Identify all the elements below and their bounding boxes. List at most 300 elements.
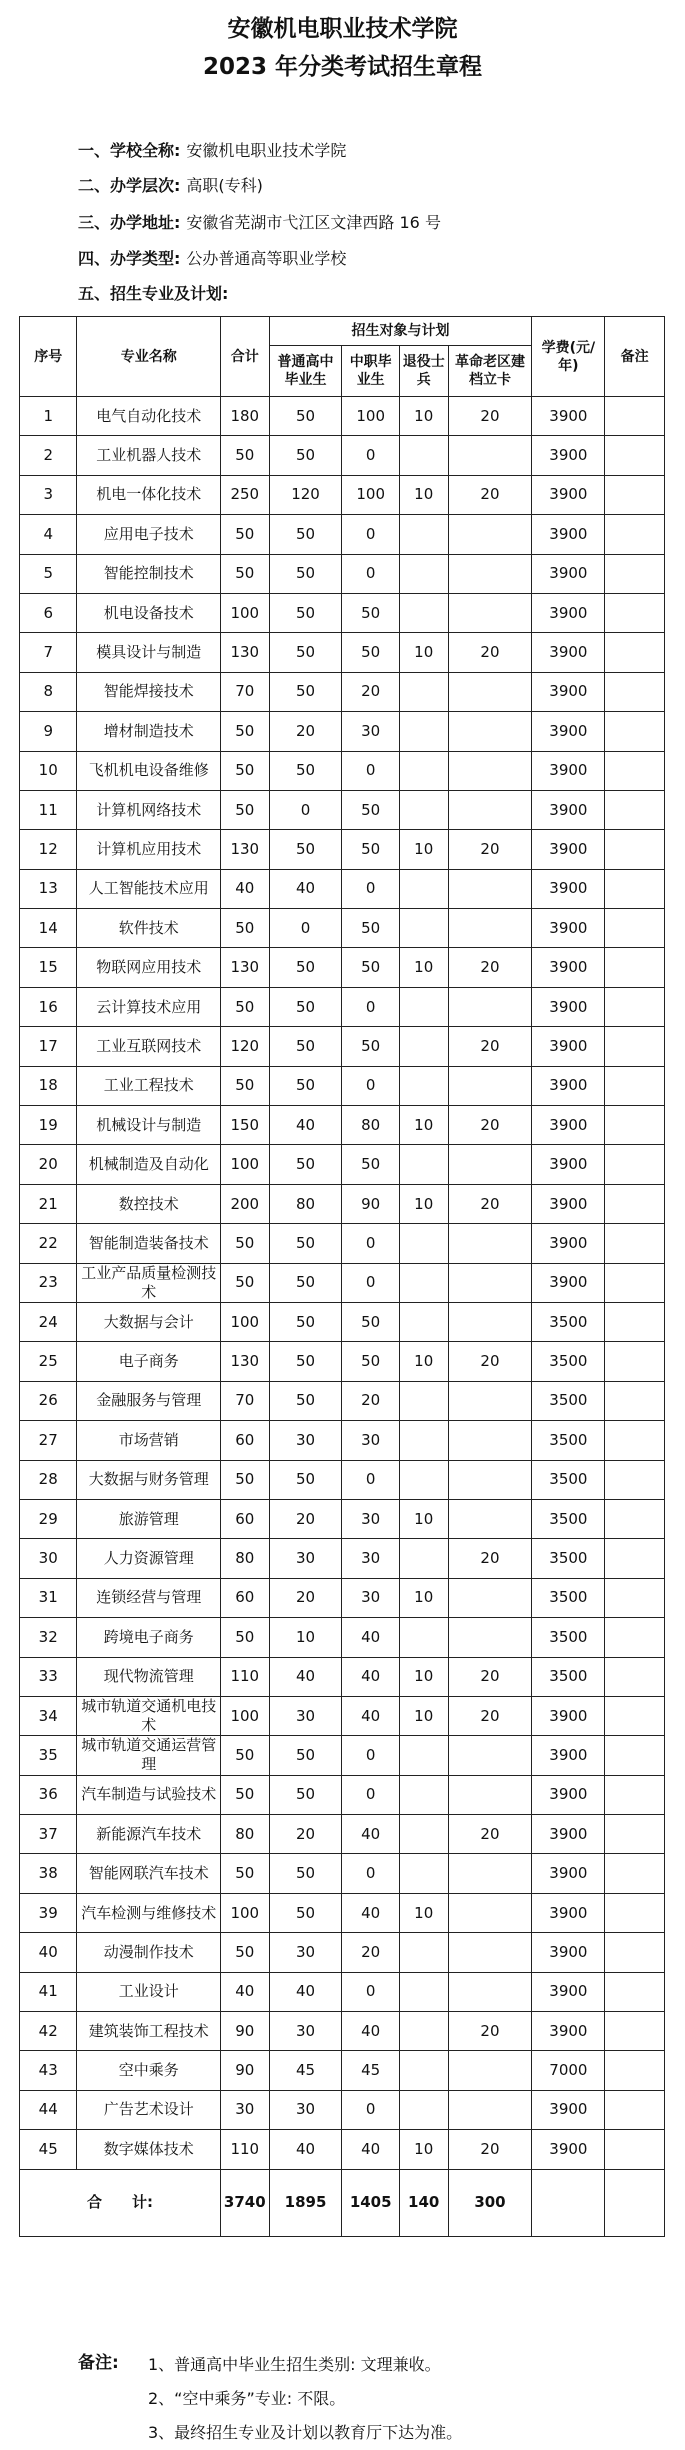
row-seq: 38	[20, 1854, 77, 1893]
row-secondary-vocational: 0	[342, 1460, 399, 1499]
row-total: 100	[221, 1696, 270, 1735]
row-revolutionary-area	[448, 1302, 532, 1341]
row-note	[605, 1893, 665, 1932]
row-note	[605, 1184, 665, 1223]
table-row	[20, 436, 665, 475]
row-fee: 3500	[532, 1578, 605, 1617]
row-revolutionary-area	[448, 672, 532, 711]
total-note	[605, 2169, 665, 2236]
row-seq: 34	[20, 1696, 77, 1735]
remarks-section	[78, 2352, 119, 2374]
total-high-school: 1895	[269, 2169, 342, 2236]
row-high-school: 50	[269, 436, 342, 475]
row-veterans: 10	[399, 1106, 448, 1145]
row-secondary-vocational: 0	[342, 2090, 399, 2129]
table-row	[20, 2051, 665, 2090]
row-high-school: 50	[269, 1263, 342, 1302]
row-note	[605, 633, 665, 672]
row-veterans: 10	[399, 1657, 448, 1696]
row-seq: 43	[20, 2051, 77, 2090]
info-value: 公办普通高等职业学校	[186, 249, 347, 268]
row-high-school: 20	[269, 1578, 342, 1617]
row-major: 新能源汽车技术	[77, 1815, 221, 1854]
info-key: 一、学校全称:	[78, 141, 181, 160]
row-veterans: 10	[399, 830, 448, 869]
row-total: 50	[221, 1618, 270, 1657]
row-note	[605, 1106, 665, 1145]
row-revolutionary-area	[448, 515, 532, 554]
row-secondary-vocational: 90	[342, 1184, 399, 1223]
row-total: 50	[221, 751, 270, 790]
row-veterans	[399, 1775, 448, 1814]
row-revolutionary-area: 20	[448, 1539, 532, 1578]
row-major: 工业互联网技术	[77, 1027, 221, 1066]
row-veterans	[399, 1027, 448, 1066]
row-revolutionary-area	[448, 751, 532, 790]
row-high-school: 40	[269, 2130, 342, 2169]
row-veterans: 10	[399, 1578, 448, 1617]
row-fee: 3900	[532, 1736, 605, 1775]
row-total: 130	[221, 830, 270, 869]
row-note	[605, 1775, 665, 1814]
row-major: 增材制造技术	[77, 712, 221, 751]
row-revolutionary-area	[448, 1499, 532, 1538]
row-high-school: 50	[269, 1381, 342, 1420]
row-high-school: 50	[269, 1066, 342, 1105]
table-row	[20, 948, 665, 987]
row-revolutionary-area: 20	[448, 1106, 532, 1145]
row-secondary-vocational: 40	[342, 1893, 399, 1932]
row-fee: 3900	[532, 672, 605, 711]
info-key: 二、办学层次:	[78, 176, 181, 195]
row-revolutionary-area	[448, 1263, 532, 1302]
row-secondary-vocational: 40	[342, 2012, 399, 2051]
header-high-school: 普通高中毕业生	[269, 346, 342, 397]
row-seq: 21	[20, 1184, 77, 1223]
row-revolutionary-area	[448, 1421, 532, 1460]
row-seq: 32	[20, 1618, 77, 1657]
row-fee: 3900	[532, 554, 605, 593]
row-fee: 3900	[532, 1027, 605, 1066]
row-major: 建筑装饰工程技术	[77, 2012, 221, 2051]
row-total: 50	[221, 436, 270, 475]
row-high-school: 50	[269, 751, 342, 790]
row-veterans: 10	[399, 1696, 448, 1735]
row-high-school: 50	[269, 672, 342, 711]
row-fee: 3500	[532, 1499, 605, 1538]
row-major: 模具设计与制造	[77, 633, 221, 672]
row-veterans	[399, 2090, 448, 2129]
row-fee: 3900	[532, 633, 605, 672]
header-revolutionary-area: 革命老区建档立卡	[448, 346, 532, 397]
row-major: 计算机应用技术	[77, 830, 221, 869]
row-major: 数控技术	[77, 1184, 221, 1223]
row-secondary-vocational: 0	[342, 1224, 399, 1263]
row-major: 软件技术	[77, 909, 221, 948]
row-seq: 41	[20, 1972, 77, 2011]
row-note	[605, 1342, 665, 1381]
row-total: 90	[221, 2051, 270, 2090]
row-seq: 20	[20, 1145, 77, 1184]
row-secondary-vocational: 50	[342, 1302, 399, 1341]
row-secondary-vocational: 80	[342, 1106, 399, 1145]
row-veterans	[399, 2012, 448, 2051]
row-seq: 23	[20, 1263, 77, 1302]
table-row	[20, 830, 665, 869]
row-veterans: 10	[399, 2130, 448, 2169]
info-line	[78, 283, 234, 305]
row-veterans: 10	[399, 633, 448, 672]
row-revolutionary-area: 20	[448, 1027, 532, 1066]
table-row	[20, 790, 665, 829]
row-secondary-vocational: 0	[342, 1736, 399, 1775]
row-note	[605, 1263, 665, 1302]
row-secondary-vocational: 40	[342, 1657, 399, 1696]
table-row	[20, 1421, 665, 1460]
table-row	[20, 633, 665, 672]
row-revolutionary-area	[448, 2090, 532, 2129]
row-revolutionary-area	[448, 909, 532, 948]
row-fee: 7000	[532, 2051, 605, 2090]
table-row	[20, 1066, 665, 1105]
table-row	[20, 1696, 665, 1735]
info-key: 五、招生专业及计划:	[78, 284, 229, 303]
row-fee: 3500	[532, 1421, 605, 1460]
table-row	[20, 1342, 665, 1381]
row-seq: 14	[20, 909, 77, 948]
row-fee: 3900	[532, 909, 605, 948]
row-fee: 3900	[532, 1696, 605, 1735]
table-row	[20, 1460, 665, 1499]
table-row	[20, 987, 665, 1026]
row-seq: 39	[20, 1893, 77, 1932]
row-major: 工业机器人技术	[77, 436, 221, 475]
row-fee: 3900	[532, 1263, 605, 1302]
row-fee: 3900	[532, 1066, 605, 1105]
row-seq: 9	[20, 712, 77, 751]
row-veterans	[399, 1972, 448, 2011]
row-seq: 12	[20, 830, 77, 869]
row-note	[605, 1381, 665, 1420]
row-high-school: 50	[269, 1460, 342, 1499]
row-fee: 3900	[532, 869, 605, 908]
header-group: 招生对象与计划	[269, 317, 532, 346]
row-note	[605, 2090, 665, 2129]
table-row	[20, 672, 665, 711]
row-total: 100	[221, 1893, 270, 1932]
row-secondary-vocational: 40	[342, 1696, 399, 1735]
table-row	[20, 475, 665, 514]
row-revolutionary-area	[448, 1460, 532, 1499]
row-note	[605, 554, 665, 593]
row-total: 120	[221, 1027, 270, 1066]
table-row	[20, 515, 665, 554]
row-total: 50	[221, 1736, 270, 1775]
row-note	[605, 1066, 665, 1105]
row-veterans	[399, 1263, 448, 1302]
row-veterans	[399, 1460, 448, 1499]
row-secondary-vocational: 0	[342, 436, 399, 475]
row-secondary-vocational: 100	[342, 475, 399, 514]
row-note	[605, 1854, 665, 1893]
row-note	[605, 1696, 665, 1735]
row-fee: 3500	[532, 1618, 605, 1657]
row-revolutionary-area: 20	[448, 397, 532, 436]
row-secondary-vocational: 40	[342, 1815, 399, 1854]
table-row	[20, 2130, 665, 2169]
row-total: 30	[221, 2090, 270, 2129]
row-veterans	[399, 790, 448, 829]
row-high-school: 50	[269, 948, 342, 987]
row-high-school: 50	[269, 1736, 342, 1775]
row-secondary-vocational: 50	[342, 948, 399, 987]
row-secondary-vocational: 45	[342, 2051, 399, 2090]
row-secondary-vocational: 50	[342, 1145, 399, 1184]
row-high-school: 0	[269, 909, 342, 948]
row-fee: 3900	[532, 751, 605, 790]
row-fee: 3900	[532, 948, 605, 987]
row-fee: 3500	[532, 1460, 605, 1499]
total-secondary-vocational: 1405	[342, 2169, 399, 2236]
row-secondary-vocational: 0	[342, 515, 399, 554]
row-major: 金融服务与管理	[77, 1381, 221, 1420]
row-revolutionary-area	[448, 1972, 532, 2011]
row-note	[605, 2130, 665, 2169]
row-fee: 3900	[532, 712, 605, 751]
row-revolutionary-area	[448, 869, 532, 908]
row-high-school: 30	[269, 1933, 342, 1972]
total-veterans: 140	[399, 2169, 448, 2236]
header-secondary-vocational: 中职毕业生	[342, 346, 399, 397]
row-secondary-vocational: 50	[342, 1342, 399, 1381]
row-seq: 30	[20, 1539, 77, 1578]
row-seq: 35	[20, 1736, 77, 1775]
row-revolutionary-area	[448, 1066, 532, 1105]
row-total: 130	[221, 948, 270, 987]
row-major: 工业工程技术	[77, 1066, 221, 1105]
row-total: 50	[221, 1933, 270, 1972]
row-high-school: 50	[269, 1145, 342, 1184]
row-veterans: 10	[399, 1184, 448, 1223]
row-veterans	[399, 1302, 448, 1341]
row-revolutionary-area	[448, 1618, 532, 1657]
info-key: 三、办学地址:	[78, 213, 181, 232]
row-veterans	[399, 1736, 448, 1775]
row-major: 城市轨道交通机电技术	[77, 1696, 221, 1735]
row-revolutionary-area: 20	[448, 1342, 532, 1381]
row-seq: 3	[20, 475, 77, 514]
info-line	[78, 140, 346, 162]
header-seq: 序号	[20, 317, 77, 397]
row-veterans	[399, 1618, 448, 1657]
row-high-school: 20	[269, 712, 342, 751]
info-line	[78, 212, 441, 234]
row-secondary-vocational: 30	[342, 1421, 399, 1460]
row-fee: 3500	[532, 1342, 605, 1381]
row-high-school: 50	[269, 1893, 342, 1932]
row-major: 飞机机电设备维修	[77, 751, 221, 790]
row-fee: 3900	[532, 1854, 605, 1893]
row-veterans	[399, 515, 448, 554]
row-veterans: 10	[399, 397, 448, 436]
row-revolutionary-area	[448, 2051, 532, 2090]
row-high-school: 50	[269, 593, 342, 632]
row-secondary-vocational: 40	[342, 2130, 399, 2169]
row-seq: 31	[20, 1578, 77, 1617]
row-note	[605, 1578, 665, 1617]
table-row	[20, 909, 665, 948]
table-row	[20, 397, 665, 436]
row-note	[605, 1302, 665, 1341]
row-veterans: 10	[399, 1893, 448, 1932]
row-total: 110	[221, 2130, 270, 2169]
row-revolutionary-area	[448, 790, 532, 829]
row-note	[605, 1815, 665, 1854]
table-row	[20, 1775, 665, 1814]
row-seq: 7	[20, 633, 77, 672]
row-secondary-vocational: 0	[342, 751, 399, 790]
row-secondary-vocational: 0	[342, 1854, 399, 1893]
row-high-school: 20	[269, 1499, 342, 1538]
row-note	[605, 1499, 665, 1538]
row-fee: 3900	[532, 515, 605, 554]
row-high-school: 50	[269, 1342, 342, 1381]
row-major: 机电一体化技术	[77, 475, 221, 514]
row-major: 连锁经营与管理	[77, 1578, 221, 1617]
row-high-school: 40	[269, 869, 342, 908]
header-fee: 学费(元/年)	[532, 317, 605, 397]
row-revolutionary-area: 20	[448, 475, 532, 514]
row-note	[605, 436, 665, 475]
row-fee: 3900	[532, 2012, 605, 2051]
row-veterans	[399, 909, 448, 948]
row-revolutionary-area	[448, 1893, 532, 1932]
header-total: 合计	[221, 317, 270, 397]
row-major: 广告艺术设计	[77, 2090, 221, 2129]
row-total: 100	[221, 1302, 270, 1341]
table-row	[20, 1854, 665, 1893]
row-seq: 19	[20, 1106, 77, 1145]
row-total: 60	[221, 1499, 270, 1538]
row-note	[605, 869, 665, 908]
row-major: 机械制造及自动化	[77, 1145, 221, 1184]
row-total: 60	[221, 1421, 270, 1460]
row-veterans	[399, 554, 448, 593]
row-veterans	[399, 1421, 448, 1460]
row-note	[605, 1618, 665, 1657]
row-note	[605, 672, 665, 711]
row-fee: 3900	[532, 1893, 605, 1932]
row-secondary-vocational: 0	[342, 1775, 399, 1814]
row-high-school: 40	[269, 1106, 342, 1145]
table-row	[20, 2090, 665, 2129]
row-veterans: 10	[399, 475, 448, 514]
row-seq: 37	[20, 1815, 77, 1854]
row-veterans	[399, 751, 448, 790]
header-note: 备注	[605, 317, 665, 397]
remark-item: 3、最终招生专业及计划以教育厅下达为准。	[148, 2423, 463, 2442]
row-fee: 3900	[532, 1972, 605, 2011]
row-fee: 3900	[532, 1184, 605, 1223]
total-sum: 3740	[221, 2169, 270, 2236]
row-veterans	[399, 2051, 448, 2090]
row-high-school: 50	[269, 830, 342, 869]
row-major: 人工智能技术应用	[77, 869, 221, 908]
table-row	[20, 593, 665, 632]
row-note	[605, 1657, 665, 1696]
row-note	[605, 712, 665, 751]
row-revolutionary-area	[448, 987, 532, 1026]
row-seq: 40	[20, 1933, 77, 1972]
row-note	[605, 515, 665, 554]
row-veterans	[399, 436, 448, 475]
row-note	[605, 593, 665, 632]
row-fee: 3900	[532, 2130, 605, 2169]
row-seq: 8	[20, 672, 77, 711]
row-note	[605, 1145, 665, 1184]
row-seq: 6	[20, 593, 77, 632]
row-veterans: 10	[399, 948, 448, 987]
row-high-school: 50	[269, 987, 342, 1026]
table-row	[20, 1815, 665, 1854]
row-total: 40	[221, 1972, 270, 2011]
row-revolutionary-area	[448, 1578, 532, 1617]
table-row	[20, 1106, 665, 1145]
row-revolutionary-area: 20	[448, 2130, 532, 2169]
row-major: 工业设计	[77, 1972, 221, 2011]
row-note	[605, 830, 665, 869]
row-revolutionary-area	[448, 1736, 532, 1775]
row-seq: 33	[20, 1657, 77, 1696]
table-row	[20, 2012, 665, 2051]
row-total: 50	[221, 1224, 270, 1263]
row-secondary-vocational: 50	[342, 909, 399, 948]
row-seq: 11	[20, 790, 77, 829]
row-seq: 16	[20, 987, 77, 1026]
table-row	[20, 1618, 665, 1657]
row-secondary-vocational: 0	[342, 554, 399, 593]
row-seq: 4	[20, 515, 77, 554]
row-total: 90	[221, 2012, 270, 2051]
row-note	[605, 475, 665, 514]
row-total: 40	[221, 869, 270, 908]
row-total: 50	[221, 554, 270, 593]
row-secondary-vocational: 40	[342, 1618, 399, 1657]
row-high-school: 30	[269, 1696, 342, 1735]
row-revolutionary-area: 20	[448, 633, 532, 672]
row-major: 机械设计与制造	[77, 1106, 221, 1145]
row-high-school: 20	[269, 1815, 342, 1854]
row-high-school: 40	[269, 1972, 342, 2011]
table-row	[20, 1263, 665, 1302]
row-seq: 2	[20, 436, 77, 475]
row-high-school: 50	[269, 633, 342, 672]
header-veterans: 退役士兵	[399, 346, 448, 397]
row-total: 50	[221, 712, 270, 751]
row-secondary-vocational: 50	[342, 1027, 399, 1066]
row-fee: 3900	[532, 1145, 605, 1184]
table-row	[20, 1184, 665, 1223]
row-veterans	[399, 1145, 448, 1184]
header-major: 专业名称	[77, 317, 221, 397]
row-revolutionary-area	[448, 1224, 532, 1263]
row-veterans	[399, 1224, 448, 1263]
row-note	[605, 2051, 665, 2090]
row-fee: 3900	[532, 593, 605, 632]
row-major: 电气自动化技术	[77, 397, 221, 436]
row-note	[605, 1224, 665, 1263]
row-high-school: 30	[269, 1539, 342, 1578]
